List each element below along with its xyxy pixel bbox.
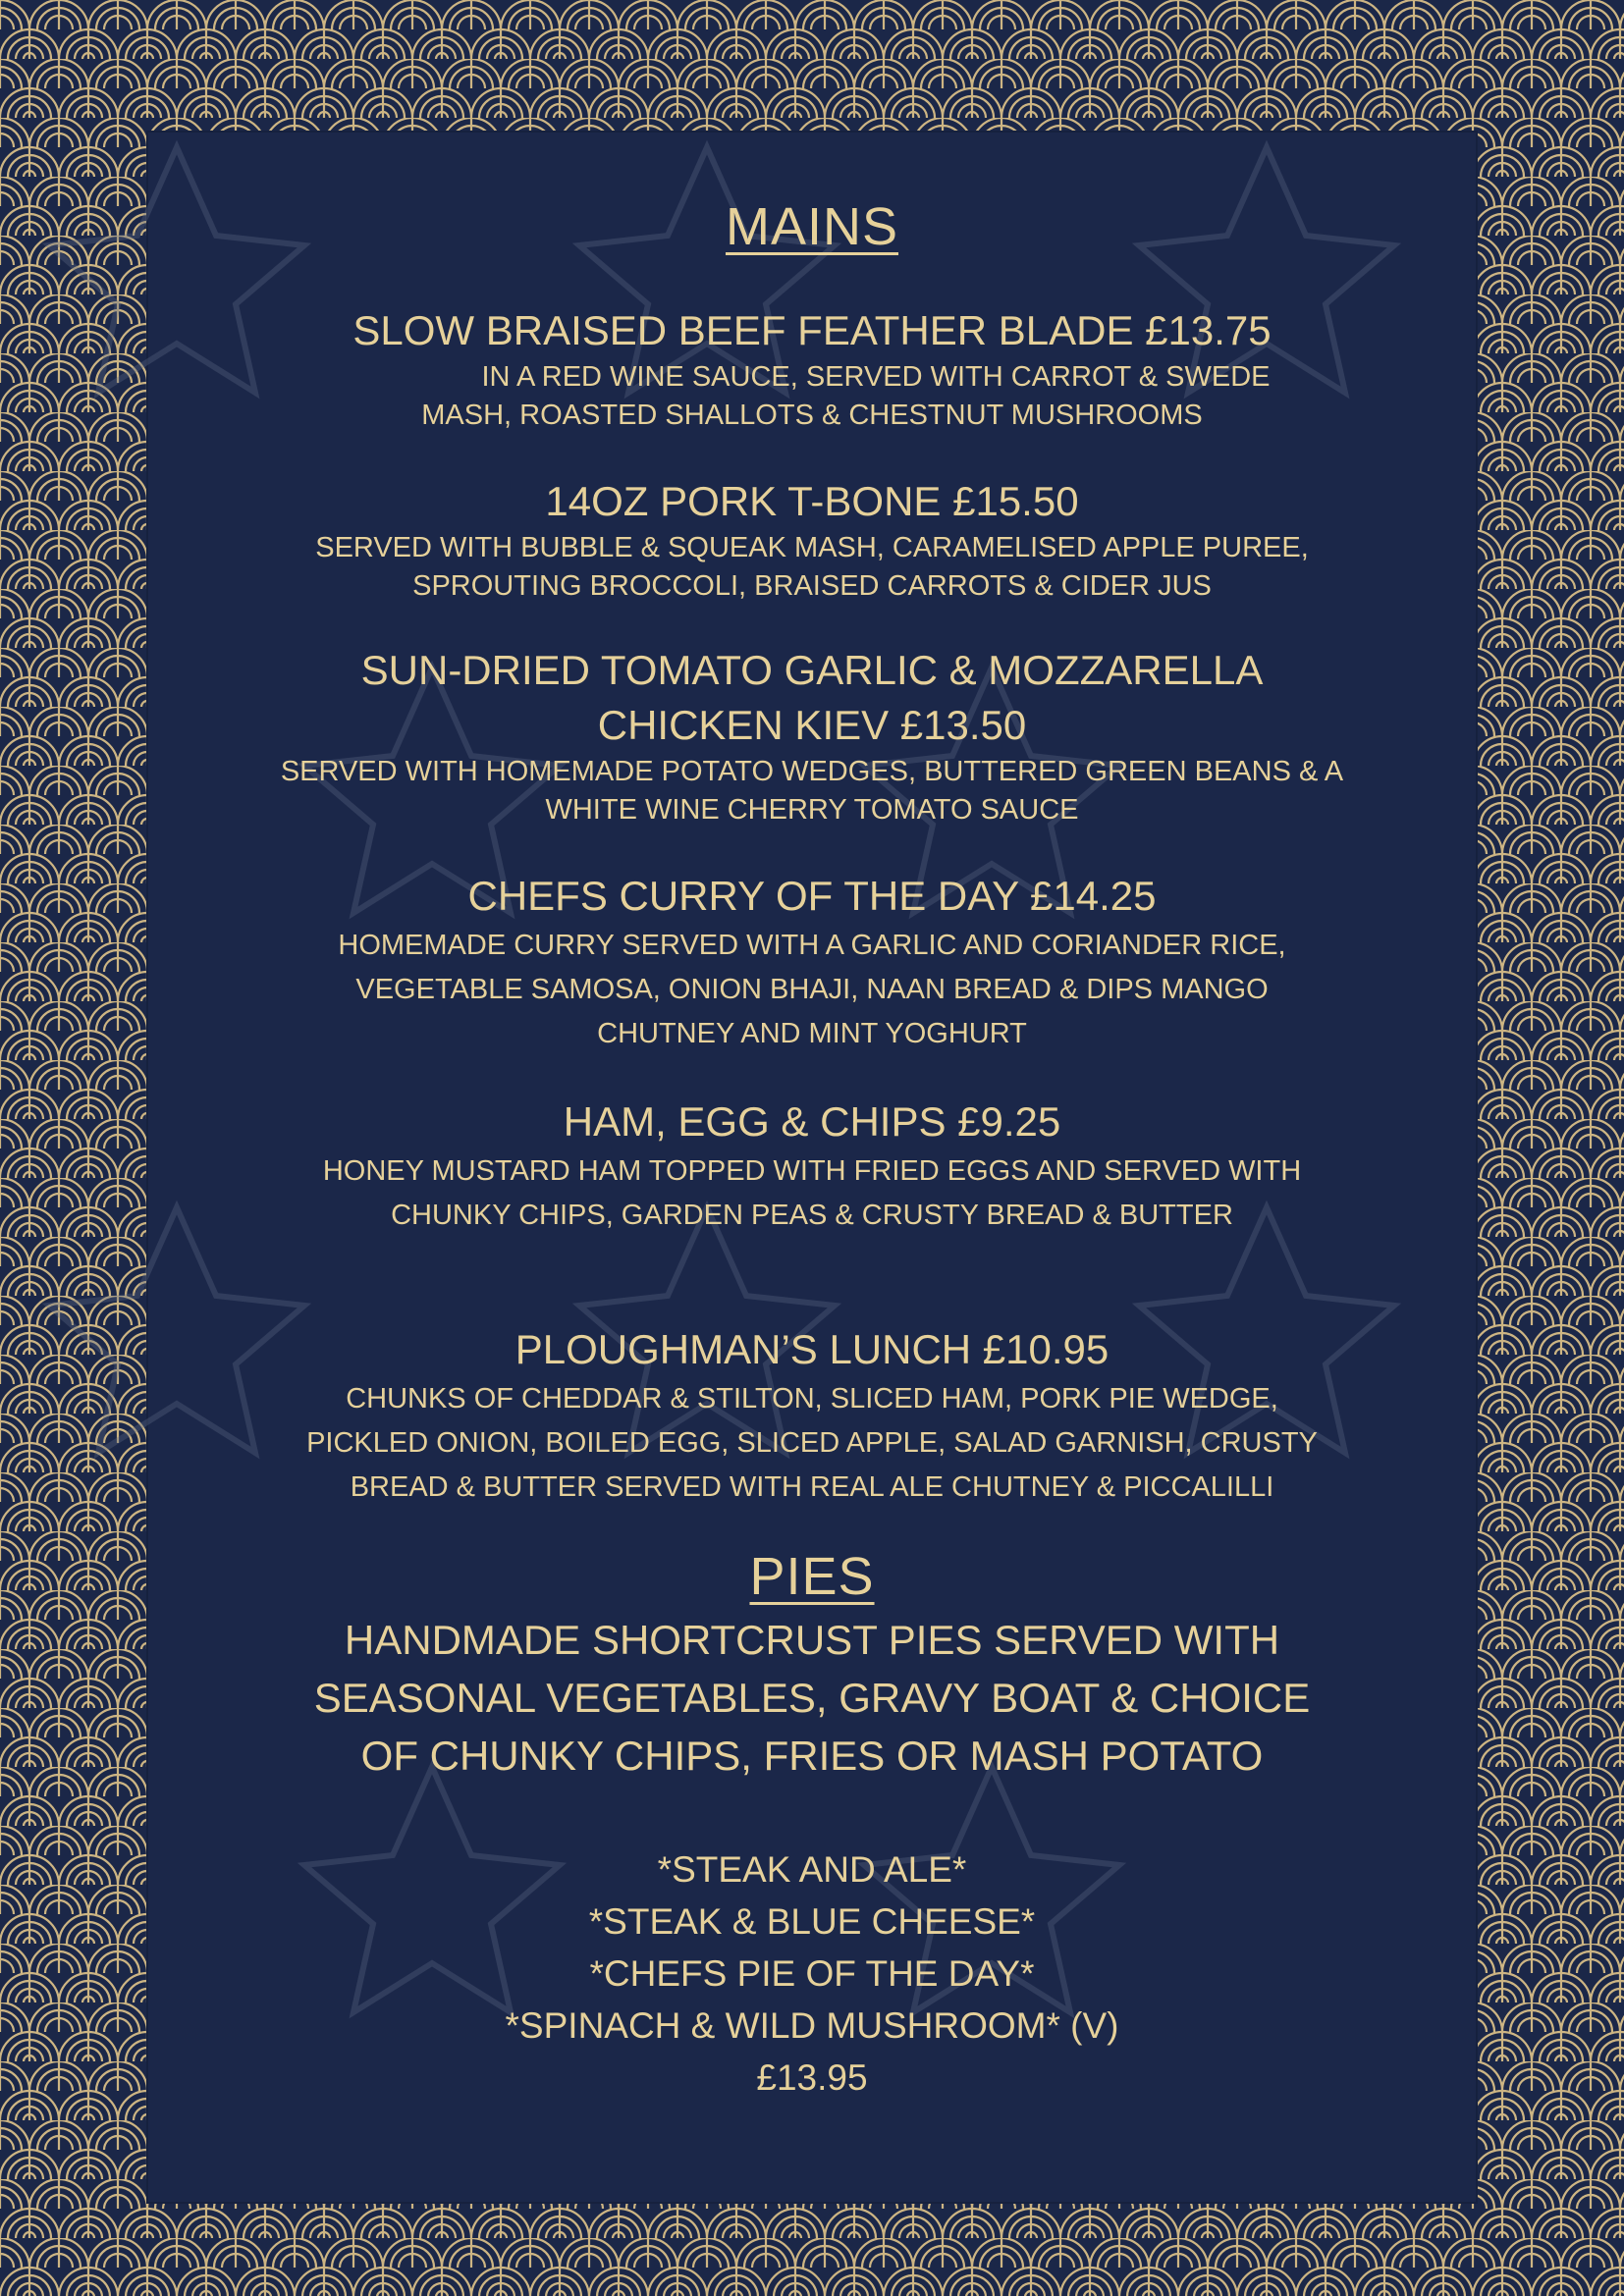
dish-description: HONEY MUSTARD HAM TOPPED WITH FRIED EGGS AND SERVED WITH <box>322 1155 1302 1187</box>
pies-intro-line: HANDMADE SHORTCRUST PIES SERVED WITH <box>344 1617 1280 1663</box>
pie-option: *CHEFS PIE OF THE DAY* <box>589 1953 1035 1994</box>
dish-title: HAM, EGG & CHIPS £9.25 <box>563 1098 1061 1145</box>
pies-intro-line: SEASONAL VEGETABLES, GRAVY BOAT & CHOICE <box>313 1675 1311 1721</box>
dish-description: WHITE WINE CHERRY TOMATO SAUCE <box>545 794 1079 826</box>
dish-description: VEGETABLE SAMOSA, ONION BHAJI, NAAN BREAD & DIPS MANGO <box>355 974 1269 1005</box>
dish-description: IN A RED WINE SAUCE, SERVED WITH CARROT & SWEDE <box>481 361 1271 393</box>
dish-title: 14OZ PORK T-BONE £15.50 <box>545 478 1079 524</box>
dish-title: CHICKEN KIEV £13.50 <box>597 702 1027 748</box>
menu-item <box>146 869 1478 1056</box>
dish-title: CHEFS CURRY OF THE DAY £14.25 <box>467 873 1157 919</box>
pies-heading: PIES <box>749 1547 875 1606</box>
pies-list <box>146 1843 1478 2104</box>
dish-title: PLOUGHMAN’S LUNCH £10.95 <box>514 1326 1110 1372</box>
dish-description: SPROUTING BROCCOLI, BRAISED CARROTS & CIDER JUS <box>412 570 1212 602</box>
dish-title: SLOW BRAISED BEEF FEATHER BLADE £13.75 <box>352 307 1272 353</box>
menu-item <box>146 303 1478 435</box>
dish-description: HOMEMADE CURRY SERVED WITH A GARLIC AND CORIANDER RICE, <box>338 930 1286 961</box>
menu-item <box>146 1095 1478 1238</box>
pie-option: *STEAK AND ALE* <box>657 1849 967 1890</box>
pie-price: £13.95 <box>756 2057 868 2098</box>
dish-description: CHUNKS OF CHEDDAR & STILTON, SLICED HAM, PORK PIE WEDGE, <box>346 1383 1278 1415</box>
dish-description: SERVED WITH HOMEMADE POTATO WEDGES, BUTTERED GREEN BEANS & A <box>280 756 1344 787</box>
pie-option: *STEAK & BLUE CHEESE* <box>588 1901 1036 1942</box>
dish-description: MASH, ROASTED SHALLOTS & CHESTNUT MUSHROOMS <box>421 400 1203 431</box>
pies-intro-line: OF CHUNKY CHIPS, FRIES OR MASH POTATO <box>360 1733 1264 1779</box>
pie-option: *SPINACH & WILD MUSHROOM* (V) <box>505 2005 1119 2046</box>
mains-heading: MAINS <box>725 197 899 256</box>
dish-description: CHUTNEY AND MINT YOGHURT <box>597 1018 1027 1049</box>
dish-description: BREAD & BUTTER SERVED WITH REAL ALE CHUTNEY & PICCALILLI <box>350 1471 1274 1503</box>
menu-item <box>146 643 1478 829</box>
dish-description: CHUNKY CHIPS, GARDEN PEAS & CRUSTY BREAD & BUTTER <box>391 1200 1233 1231</box>
menu-item <box>146 474 1478 606</box>
pies-intro <box>146 1611 1478 1785</box>
dish-title: SUN-DRIED TOMATO GARLIC & MOZZARELLA <box>360 647 1264 693</box>
dish-description: PICKLED ONION, BOILED EGG, SLICED APPLE, SALAD GARNISH, CRUSTY <box>306 1427 1318 1459</box>
dish-description: SERVED WITH BUBBLE & SQUEAK MASH, CARAMELISED APPLE PUREE, <box>315 532 1309 563</box>
menu-item <box>146 1322 1478 1510</box>
